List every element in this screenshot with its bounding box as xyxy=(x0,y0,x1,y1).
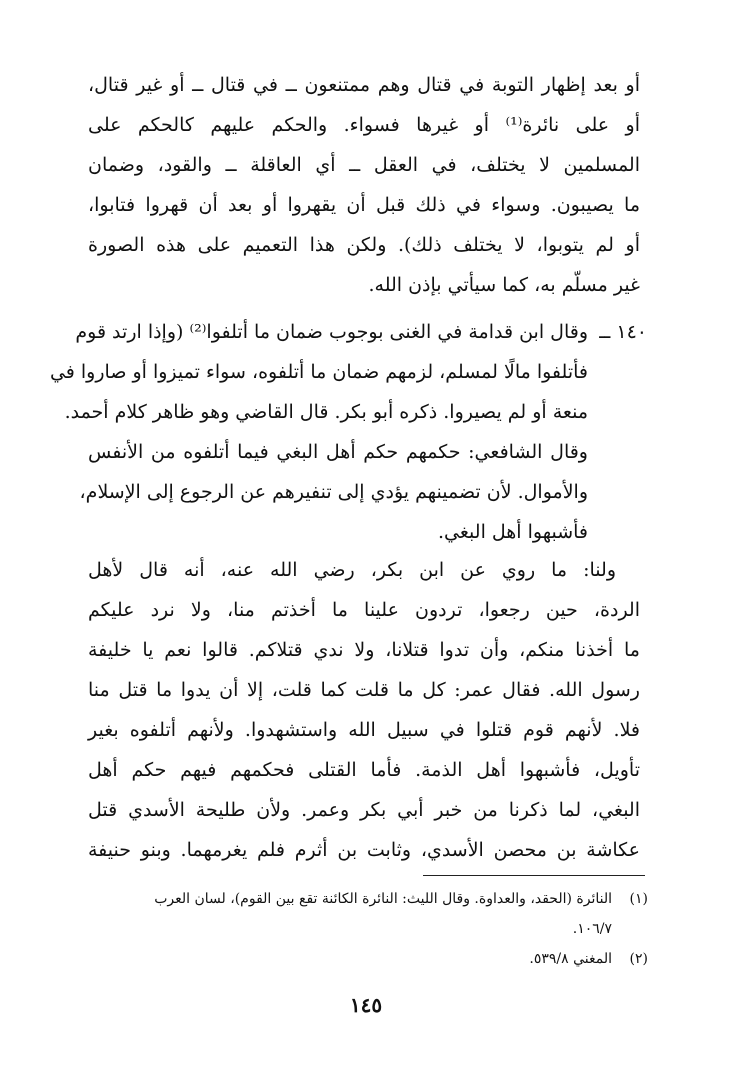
text-line: غير مسلّم به، كما سيأتي بإذن الله. xyxy=(368,274,640,296)
text-line: وقال ابن قدامة في الغنى بوجوب ضمان ما أتلفوا⁽²⁾ (وإذا ارتد قوم xyxy=(75,321,588,343)
footnote-2 xyxy=(88,944,648,974)
footnotes xyxy=(88,884,648,974)
text-line: ما أخذنا منكم، وأن تدوا قتلانا، ولا ندي قتلاكم. قالوا نعم يا خليفة xyxy=(88,639,640,661)
text-line: البغي، لما ذكرنا من خبر أبي بكر وعمر. ولأن طليحة الأسدي قتل xyxy=(88,799,640,821)
text-line: أو بعد إظهار التوبة في قتال وهم ممتنعون ــ في قتال ــ أو غير قتال، xyxy=(88,74,640,96)
paragraph-1 xyxy=(88,65,640,305)
footnote-divider xyxy=(423,875,645,876)
paragraph-3 xyxy=(88,550,640,870)
text-line: الردة، حين رجعوا، تردون علينا ما أخذتم منا، ولا نرد عليكم xyxy=(88,599,640,621)
text-line: عكاشة بن محصن الأسدي، وثابت بن أثرم فلم يغرمهما. وبنو حنيفة xyxy=(88,839,640,861)
text-line: فأشبهوا أهل البغي. xyxy=(438,521,588,543)
footnote-number: (٢) xyxy=(629,951,648,967)
text-line: منعة أو لم يصيروا. ذكره أبو بكر. قال القاضي وهو ظاهر كلام أحمد. xyxy=(64,401,588,423)
text-line: رسول الله. فقال عمر: كل ما قلت كما قلت، إلا أن يدوا ما قتل منا xyxy=(88,679,640,701)
text-line: وقال الشافعي: حكمهم حكم أهل البغي فيما أتلفوه من الأنفس xyxy=(88,441,588,463)
text-line: والأموال. لأن تضمينهم يؤدي إلى تنفيرهم عن الرجوع إلى الإسلام، xyxy=(79,481,588,503)
text-line: فأتلفوا مالًا لمسلم، لزمهم ضمان ما أتلفوه، سواء تميزوا أو صاروا في xyxy=(49,361,588,383)
text-line: المسلمين لا يختلف، في العقل ــ أي العاقلة ــ والقود، وضمان xyxy=(88,154,640,176)
footnote-text: النائرة (الحقد، والعداوة. وقال الليث: النائرة الكائنة تقع بين القوم)، لسان العرب xyxy=(154,891,612,907)
text-line: أو على نائرة⁽¹⁾ أو غيرها فسواء. والحكم عليهم كالحكم على xyxy=(88,114,641,136)
footnote-1-continuation: ١٠٦/٧. xyxy=(572,921,612,937)
footnote-1 xyxy=(88,884,648,914)
footnote-number: (١) xyxy=(629,891,648,907)
text-line: ما يصيبون. وسواء في ذلك قبل أن يقهروا أو بعد أن قهروا فتابوا، xyxy=(88,194,640,216)
text-line: فلا. لأنهم قوم قتلوا في سبيل الله واستشهدوا. ولأنهم أتلفوه بغير xyxy=(88,719,640,741)
text-line: تأويل، فأشبهوا أهل الذمة. فأما القتلى فحكمهم فيهم حكم أهل xyxy=(88,759,640,781)
footnote-text: المغني ٥٣٩/٨. xyxy=(529,951,612,967)
paragraph-number: ١٤٠ ــ xyxy=(599,321,647,343)
text-line: أو لم يتوبوا، لا يختلف ذلك). ولكن هذا التعميم على هذه الصورة xyxy=(88,234,640,256)
paragraph-2 xyxy=(49,312,588,552)
page-number: ١٤٥ xyxy=(349,993,383,1017)
text-line: ولنا: ما روي عن ابن بكر، رضي الله عنه، أنه قال لأهل xyxy=(88,559,616,581)
